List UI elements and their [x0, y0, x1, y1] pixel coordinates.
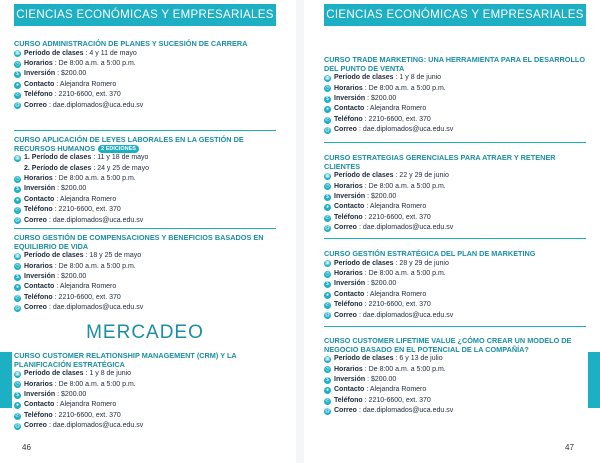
course-block	[14, 40, 276, 111]
info-label: Inversión	[334, 280, 366, 288]
calendar-icon: ▦	[15, 154, 20, 161]
user-icon: ●	[325, 106, 330, 113]
left-header: CIENCIAS ECONÓMICAS Y EMPRESARIALES	[14, 4, 276, 26]
info-value[interactable]: : dae.diplomados@uca.edu.sv	[358, 224, 454, 232]
course-title	[324, 154, 586, 171]
info-label: 2. Período de clases	[24, 164, 92, 172]
info-row	[14, 272, 276, 282]
info-label: Contacto	[24, 283, 55, 291]
info-row	[324, 300, 586, 310]
info-label: Correo	[24, 422, 47, 430]
info-value: : 1 y 8 de junio	[395, 74, 442, 82]
money-icon: $	[14, 71, 21, 78]
info-row	[14, 262, 276, 272]
info-row	[324, 115, 586, 125]
info-value: : Alejandra Romero	[56, 80, 117, 88]
info-value: : 22 y 29 de junio	[395, 172, 449, 180]
info-row	[324, 182, 586, 192]
info-label: Contacto	[24, 80, 55, 88]
info-value: : De 8:00 a.m. a 5:00 p.m.	[364, 270, 446, 277]
info-label: Correo	[334, 126, 357, 134]
email-icon: @	[324, 312, 331, 319]
info-value: : Alejandra Romero	[366, 290, 427, 298]
info-row	[14, 153, 276, 163]
info-row	[324, 213, 586, 223]
info-row	[324, 125, 586, 135]
email-icon: @	[14, 102, 21, 109]
clock-icon: ◷	[15, 263, 20, 270]
divider	[324, 142, 586, 143]
info-label: Horarios	[334, 84, 363, 92]
course-title-text: CURSO APLICACIÓN DE LEYES LABORALES EN LA GESTIÓN DE RECURSOS HUMANOS	[14, 135, 244, 153]
money-icon: $	[14, 274, 21, 281]
info-label: Horarios	[24, 262, 53, 270]
info-label: Teléfono	[24, 91, 53, 99]
left-page	[0, 0, 290, 463]
info-row	[14, 421, 276, 431]
divider	[14, 130, 276, 131]
info-value: : De 8:00 a.m. a 5:00 p.m.	[364, 365, 446, 373]
clock-icon: ◷	[325, 270, 330, 277]
email-icon: @	[14, 304, 21, 311]
info-row	[324, 406, 586, 416]
info-row	[14, 174, 276, 184]
calendar-icon: ▦	[15, 252, 20, 259]
info-value: : 2210-6600, ext. 370	[54, 206, 121, 214]
info-value: : $200.00	[57, 70, 87, 78]
course-block	[324, 250, 586, 321]
info-value: : 2210-6600, ext. 370	[364, 115, 431, 123]
info-value: : De 8:00 a.m. a 5:00 p.m.	[364, 182, 446, 190]
email-icon: @	[14, 422, 21, 429]
calendar-icon: ▦	[325, 260, 330, 267]
calendar-icon: ▦	[15, 370, 20, 377]
info-value: : 11 y 18 de mayo	[93, 154, 149, 162]
info-label: Correo	[24, 101, 47, 109]
course-block	[324, 154, 586, 234]
info-label: Inversión	[24, 391, 56, 398]
money-icon: $	[324, 96, 331, 103]
info-value: : 1 y 8 de junio	[85, 370, 132, 378]
info-row	[324, 396, 586, 406]
info-value: : 24 y 25 de mayo	[93, 164, 149, 172]
phone-icon: ✆	[325, 214, 330, 221]
info-label: Horarios	[334, 365, 363, 373]
course-title-text: CURSO GESTIÓN DE COMPENSACIONES Y BENEFICIOS BASADOS EN EQUILIBRIO DE VIDA	[14, 233, 264, 251]
divider	[324, 326, 586, 327]
info-label: Teléfono	[334, 396, 363, 404]
info-row	[14, 400, 276, 410]
divider	[324, 238, 586, 239]
right-header: CIENCIAS ECONÓMICAS Y EMPRESARIALES	[324, 4, 586, 26]
right-edge-tab	[588, 352, 600, 408]
info-value: : $200.00	[367, 280, 397, 288]
info-label: Inversión	[334, 193, 366, 200]
info-value: : De 8:00 a.m. a 5:00 p.m.	[364, 84, 446, 92]
info-row	[14, 205, 276, 215]
info-value: : 2210-6600, ext. 370	[364, 396, 431, 404]
user-icon: ●	[325, 387, 330, 394]
course-title-text: CURSO CUSTOMER LIFETIME VALUE ¿CÓMO CREAR UN MODELO DE NEGOCIO BASADO EN EL POTENCIAL DE LA COMPAÑÍA?	[324, 336, 572, 354]
info-row	[324, 311, 586, 321]
info-label: 1. Período de clases	[24, 154, 92, 162]
info-label: Inversión	[334, 376, 366, 383]
info-value: : De 8:00 a.m. a 5:00 p.m.	[54, 380, 136, 388]
info-row	[14, 251, 276, 261]
info-row	[324, 365, 586, 375]
info-label: Correo	[334, 407, 357, 415]
email-icon: @	[324, 407, 331, 414]
info-value: : Alejandra Romero	[366, 105, 427, 113]
info-value: : 2210-6600, ext. 370	[364, 301, 431, 309]
info-row	[324, 279, 586, 289]
info-row	[324, 202, 586, 212]
info-label: Período de clases	[334, 259, 394, 267]
phone-icon: ✆	[15, 294, 20, 301]
clock-icon: ◷	[325, 183, 330, 190]
info-row	[14, 293, 276, 303]
info-label: Teléfono	[334, 115, 363, 123]
info-label: Correo	[24, 216, 47, 224]
section-title: MERCADEO	[86, 322, 204, 343]
info-value: : 2210-6600, ext. 370	[54, 293, 121, 301]
info-label: Inversión	[24, 185, 56, 193]
course-block	[324, 337, 586, 417]
info-row	[14, 90, 276, 100]
info-value: : 4 y 11 de mayo	[85, 49, 137, 57]
info-value: : De 8:00 a.m. a 5:00 p.m.	[54, 60, 136, 67]
phone-icon: ✆	[325, 116, 330, 123]
divider	[14, 228, 276, 229]
info-label: Teléfono	[24, 206, 53, 214]
info-row	[324, 171, 586, 181]
info-value: : 2210-6600, ext. 370	[54, 411, 121, 419]
user-icon: ●	[15, 402, 20, 409]
info-row	[324, 73, 586, 83]
right-page	[310, 0, 600, 463]
course-title	[324, 337, 586, 354]
info-value: : $200.00	[367, 95, 397, 102]
course-block	[14, 234, 276, 314]
info-row	[324, 290, 586, 300]
user-icon: ●	[15, 196, 20, 203]
info-row	[14, 380, 276, 390]
calendar-icon: ▦	[15, 50, 20, 57]
course-block	[14, 352, 276, 432]
phone-icon: ✆	[15, 91, 20, 98]
info-label: Teléfono	[24, 293, 53, 301]
editions-badge: 2 EDICIONES	[98, 145, 139, 153]
course-title-text: CURSO GESTIÓN ESTRATÉGICA DEL PLAN DE MARKETING	[324, 249, 536, 258]
money-icon: $	[324, 377, 331, 384]
info-value[interactable]: : dae.diplomados@uca.edu.sv	[48, 304, 144, 312]
info-row	[14, 164, 276, 174]
money-icon: $	[14, 392, 21, 399]
email-icon: @	[324, 224, 331, 231]
phone-icon: ✆	[325, 301, 330, 308]
info-row	[14, 303, 276, 313]
user-icon: ●	[15, 81, 20, 88]
info-label: Inversión	[334, 95, 366, 102]
info-row	[14, 80, 276, 90]
info-row	[14, 59, 276, 69]
info-label: Período de clases	[334, 355, 394, 363]
info-label: Correo	[334, 311, 357, 319]
course-title-text: CURSO CUSTOMER RELATIONSHIP MANAGEMENT (CRM) Y LA PLANIFICACIÓN ESTRATÉGICA	[14, 351, 237, 369]
email-icon: @	[14, 217, 21, 224]
info-row	[14, 390, 276, 400]
page-number: 47	[565, 443, 574, 452]
info-label: Correo	[334, 224, 357, 232]
info-row	[14, 411, 276, 421]
info-label: Período de clases	[334, 172, 394, 180]
info-row	[324, 94, 586, 104]
info-label: Correo	[24, 304, 47, 312]
course-title-text: CURSO TRADE MARKETING: UNA HERRAMIENTA PARA EL DESARROLLO DEL PUNTO DE VENTA	[324, 55, 586, 73]
info-row	[324, 259, 586, 269]
course-title	[14, 234, 276, 251]
user-icon: ●	[325, 291, 330, 298]
info-label: Período de clases	[24, 252, 84, 260]
info-row	[14, 195, 276, 205]
info-row	[324, 84, 586, 94]
clock-icon: ◷	[15, 175, 20, 182]
info-value: : Alejandra Romero	[366, 203, 427, 211]
info-label: Contacto	[334, 203, 365, 211]
info-label: Período de clases	[334, 74, 394, 82]
info-value[interactable]: : dae.diplomados@uca.edu.sv	[358, 126, 454, 134]
info-row	[14, 369, 276, 379]
info-value: : $200.00	[57, 391, 87, 398]
info-label: Período de clases	[24, 370, 84, 378]
info-value: : Alejandra Romero	[56, 401, 117, 409]
left-edge-tab	[0, 352, 12, 408]
info-label: Horarios	[334, 182, 363, 190]
clock-icon: ◷	[325, 366, 330, 373]
info-row	[14, 282, 276, 292]
calendar-icon: ▦	[325, 172, 330, 179]
money-icon: $	[14, 186, 21, 193]
info-value: : 2210-6600, ext. 370	[364, 213, 431, 221]
money-icon: $	[324, 194, 331, 201]
course-title	[324, 56, 586, 73]
info-label: Horarios	[24, 60, 53, 67]
info-value[interactable]: : dae.diplomados@uca.edu.sv	[48, 101, 144, 109]
info-label: Horarios	[24, 175, 53, 182]
course-title-text: CURSO ADMINISTRACIÓN DE PLANES Y SUCESIÓN DE CARRERA	[14, 39, 248, 48]
page-gutter	[296, 0, 304, 463]
phone-icon: ✆	[15, 412, 20, 419]
info-label: Contacto	[334, 105, 365, 113]
phone-icon: ✆	[325, 397, 330, 404]
info-row	[14, 101, 276, 111]
course-block	[14, 136, 276, 226]
info-row	[14, 49, 276, 59]
info-label: Horarios	[24, 380, 53, 388]
info-row	[14, 216, 276, 226]
info-value: : 2210-6600, ext. 370	[54, 91, 121, 99]
info-value[interactable]: : dae.diplomados@uca.edu.sv	[358, 407, 454, 415]
info-label: Contacto	[334, 386, 365, 394]
clock-icon: ◷	[15, 60, 20, 67]
phone-icon: ✆	[15, 206, 20, 213]
calendar-icon: ▦	[325, 355, 330, 362]
info-value[interactable]: : dae.diplomados@uca.edu.sv	[358, 311, 454, 319]
info-label: Contacto	[334, 290, 365, 298]
info-row	[324, 354, 586, 364]
clock-icon: ◷	[15, 381, 20, 388]
money-icon: $	[324, 281, 331, 288]
info-label: Horarios	[334, 270, 363, 277]
course-title	[14, 352, 276, 369]
info-label: Teléfono	[334, 213, 363, 221]
info-value[interactable]: : dae.diplomados@uca.edu.sv	[48, 216, 144, 224]
info-row	[14, 184, 276, 194]
info-value: : 18 y 25 de mayo	[85, 252, 142, 260]
info-value: : 6 y 13 de julio	[395, 355, 443, 363]
info-value: : De 8:00 a.m. a 5:00 p.m.	[54, 262, 136, 270]
course-title	[14, 40, 276, 49]
info-value: : 28 y 29 de junio	[395, 259, 449, 267]
info-value: : $200.00	[367, 193, 397, 200]
info-value: : $200.00	[367, 376, 397, 383]
user-icon: ●	[325, 204, 330, 211]
info-row	[14, 69, 276, 79]
info-label: Teléfono	[334, 301, 363, 309]
clock-icon: ◷	[325, 85, 330, 92]
course-title	[14, 136, 276, 153]
info-value: : $200.00	[57, 185, 87, 193]
info-row	[324, 192, 586, 202]
page-number: 46	[22, 443, 31, 452]
info-value: : Alejandra Romero	[56, 283, 117, 291]
email-icon: @	[324, 126, 331, 133]
user-icon: ●	[15, 284, 20, 291]
info-row	[324, 375, 586, 385]
calendar-icon: ▦	[325, 74, 330, 81]
info-value: : Alejandra Romero	[56, 195, 117, 203]
info-label: Inversión	[24, 273, 56, 280]
info-row	[324, 104, 586, 114]
info-label: Período de clases	[24, 49, 84, 57]
course-title	[324, 250, 586, 259]
info-label: Inversión	[24, 70, 56, 78]
info-row	[324, 385, 586, 395]
info-label: Contacto	[24, 401, 55, 409]
info-row	[324, 269, 586, 279]
course-block	[324, 56, 586, 136]
info-value: : $200.00	[57, 273, 87, 280]
course-title-text: CURSO ESTRATEGIAS GERENCIALES PARA ATRAER Y RETENER CLIENTES	[324, 153, 556, 171]
info-label: Contacto	[24, 195, 55, 203]
info-value[interactable]: : dae.diplomados@uca.edu.sv	[48, 422, 144, 430]
info-value: : Alejandra Romero	[366, 386, 427, 394]
info-value: : De 8:00 a.m. a 5:00 p.m.	[54, 175, 136, 182]
info-label: Teléfono	[24, 411, 53, 419]
info-row	[324, 223, 586, 233]
